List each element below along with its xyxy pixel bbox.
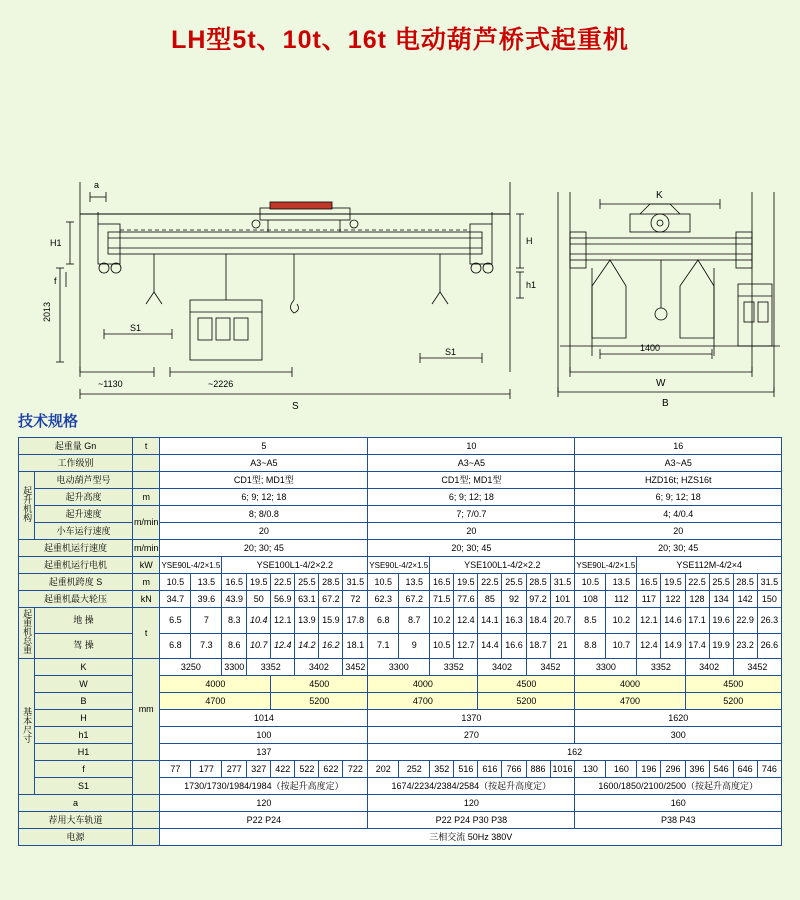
weight-cell: 12.4: [271, 633, 295, 659]
table-row: [19, 829, 782, 846]
wheel-cell: 67.2: [399, 591, 430, 608]
weight-cell: 17.8: [343, 608, 368, 634]
weight-cell: 12.1: [637, 608, 661, 634]
travel-motor-16t-a: YSE90L-4/2×1.5: [575, 557, 637, 574]
table-row: [19, 761, 782, 778]
row-label-capacity: 起重量 Gn: [19, 438, 133, 455]
span-cell: 25.5: [502, 574, 526, 591]
table-row: [19, 795, 782, 812]
page-title: LH型5t、10t、16t 电动葫芦桥式起重机: [171, 26, 629, 54]
span-cell: 16.5: [637, 574, 661, 591]
h1-cell: 100: [160, 727, 368, 744]
weight-cell: 23.2: [733, 633, 757, 659]
K-cell: 3300: [575, 659, 637, 676]
span-cell: 19.5: [661, 574, 685, 591]
capacity-16t: 16: [575, 438, 782, 455]
K-cell: 3352: [430, 659, 478, 676]
label-2013: 2013: [42, 301, 52, 322]
weight-cell: 26.6: [757, 633, 781, 659]
wheel-cell: 63.1: [295, 591, 319, 608]
label-h1: h1: [526, 280, 537, 290]
weight-cell: 19.6: [709, 608, 733, 634]
lift-speed-16t: 4; 4/0.4: [575, 506, 782, 523]
wheel-cell: 97.2: [526, 591, 550, 608]
wheel-cell: 43.9: [222, 591, 247, 608]
H-cell: 1014: [160, 710, 368, 727]
travel-motor-10t-a: YSE90L-4/2×1.5: [368, 557, 430, 574]
wheel-cell: 122: [661, 591, 685, 608]
weight-cell: 12.1: [271, 608, 295, 634]
row-label-crane-speed: 起重机运行速度: [19, 540, 133, 557]
f-cell: 522: [295, 761, 319, 778]
f-cell: 422: [271, 761, 295, 778]
hoist-model-5t: CD1型; MD1型: [160, 472, 368, 489]
wheel-cell: 71.5: [430, 591, 454, 608]
weight-cell: 14.6: [661, 608, 685, 634]
wheel-cell: 77.6: [454, 591, 478, 608]
wheel-cell: 108: [575, 591, 606, 608]
crane-speed-5t: 20; 30; 45: [160, 540, 368, 557]
K-cell: 3452: [343, 659, 368, 676]
duty-16t: A3~A5: [575, 455, 782, 472]
f-cell: 886: [526, 761, 550, 778]
weight-cell: 8.7: [399, 608, 430, 634]
label-S1-left: S1: [130, 323, 142, 333]
B-cell: 4700: [160, 693, 271, 710]
rail-cell: P22 P24 P30 P38: [368, 812, 575, 829]
lift-height-16t: 6; 9; 12; 18: [575, 489, 782, 506]
H1-cell: 162: [368, 744, 782, 761]
label-W: W: [656, 378, 666, 389]
label-B: B: [662, 398, 669, 409]
span-cell: 13.5: [399, 574, 430, 591]
group-label-basic-dims: 基本尺寸: [19, 659, 35, 795]
span-cell: 10.5: [368, 574, 399, 591]
a-cell: 120: [368, 795, 575, 812]
W-cell: 4000: [368, 676, 478, 693]
trolley-speed-16t: 20: [575, 523, 782, 540]
span-cell: 28.5: [733, 574, 757, 591]
wheel-cell: 92: [502, 591, 526, 608]
table-row: [19, 540, 782, 557]
weight-cell: 26.3: [757, 608, 781, 634]
f-cell: 396: [685, 761, 709, 778]
weight-cell: 18.4: [526, 608, 550, 634]
weight-cell: 7: [191, 608, 222, 634]
weight-cell: 16.3: [502, 608, 526, 634]
span-cell: 13.5: [606, 574, 637, 591]
unit-basic-dims: mm: [132, 659, 160, 761]
row-label-K: K: [35, 659, 133, 676]
row-label-H: H: [35, 710, 133, 727]
H-cell: 1370: [368, 710, 575, 727]
f-cell: 252: [399, 761, 430, 778]
K-cell: 3352: [637, 659, 685, 676]
wheel-cell: 39.6: [191, 591, 222, 608]
unit-crane-speed: m/min: [132, 540, 160, 557]
span-cell: 19.5: [454, 574, 478, 591]
weight-cell: 21: [550, 633, 575, 659]
wheel-cell: 56.9: [271, 591, 295, 608]
travel-motor-5t-a: YSE90L-4/2×1.5: [160, 557, 222, 574]
table-row: [19, 472, 782, 489]
row-label-span: 起重机跨度 S: [19, 574, 133, 591]
K-cell: 3250: [160, 659, 222, 676]
wheel-cell: 112: [606, 591, 637, 608]
wheel-cell: 142: [733, 591, 757, 608]
lift-height-5t: 6; 9; 12; 18: [160, 489, 368, 506]
S1-cell: 1600/1850/2100/2500（按起升高度定）: [575, 778, 782, 795]
W-cell: 4500: [271, 676, 368, 693]
wheel-cell: 50: [247, 591, 271, 608]
weight-cell: 8.8: [575, 633, 606, 659]
label-H: H: [526, 236, 533, 246]
unit-rail: [132, 812, 160, 829]
row-label-cab-control: 驾 操: [35, 633, 133, 659]
hoist-model-10t: CD1型; MD1型: [368, 472, 575, 489]
h1-cell: 270: [368, 727, 575, 744]
weight-cell: 7.3: [191, 633, 222, 659]
wheel-cell: 150: [757, 591, 781, 608]
a-cell: 160: [575, 795, 782, 812]
row-label-H1: H1: [35, 744, 133, 761]
K-cell: 3402: [295, 659, 343, 676]
weight-cell: 22.9: [733, 608, 757, 634]
K-cell: 3300: [368, 659, 430, 676]
lift-speed-10t: 7; 7/0.7: [368, 506, 575, 523]
table-row: [19, 557, 782, 574]
table-row: [19, 591, 782, 608]
f-cell: 196: [637, 761, 661, 778]
span-cell: 22.5: [478, 574, 502, 591]
a-cell: 120: [160, 795, 368, 812]
unit-capacity: t: [132, 438, 160, 455]
travel-motor-10t-b: YSE100L1-4/2×2.2: [430, 557, 575, 574]
unit-f: [132, 761, 160, 795]
label-H1: H1: [50, 238, 62, 248]
weight-cell: 8.5: [575, 608, 606, 634]
row-label-trolley-speed: 小车运行速度: [35, 523, 133, 540]
f-cell: 646: [733, 761, 757, 778]
weight-cell: 14.1: [478, 608, 502, 634]
B-cell: 5200: [271, 693, 368, 710]
weight-cell: 17.1: [685, 608, 709, 634]
hoist-model-16t: HZD16t; HZS16t: [575, 472, 782, 489]
S1-cell: 1674/2234/2384/2584（按起升高度定）: [368, 778, 575, 795]
crane-speed-10t: 20; 30; 45: [368, 540, 575, 557]
weight-cell: 8.6: [222, 633, 247, 659]
weight-cell: 7.1: [368, 633, 399, 659]
K-cell: 3452: [526, 659, 575, 676]
span-cell: 28.5: [526, 574, 550, 591]
f-cell: 722: [343, 761, 368, 778]
weight-cell: 10.7: [606, 633, 637, 659]
weight-cell: 14.2: [295, 633, 319, 659]
f-cell: 746: [757, 761, 781, 778]
weight-cell: 10.2: [606, 608, 637, 634]
weight-cell: 16.6: [502, 633, 526, 659]
span-cell: 25.5: [709, 574, 733, 591]
label-K: K: [656, 190, 663, 201]
unit-power: [132, 829, 160, 846]
B-cell: 4700: [368, 693, 478, 710]
span-cell: 31.5: [757, 574, 781, 591]
f-cell: 616: [478, 761, 502, 778]
lift-height-10t: 6; 9; 12; 18: [368, 489, 575, 506]
unit-wheel-load: kN: [132, 591, 160, 608]
label-S1-right: S1: [445, 347, 457, 357]
row-label-S1: S1: [35, 778, 133, 795]
trolley-speed-5t: 20: [160, 523, 368, 540]
weight-cell: 8.3: [222, 608, 247, 634]
span-cell: 19.5: [247, 574, 271, 591]
f-cell: 1016: [550, 761, 575, 778]
table-row: [19, 608, 782, 634]
K-cell: 3402: [685, 659, 733, 676]
table-row: [19, 812, 782, 829]
h1-cell: 300: [575, 727, 782, 744]
wheel-cell: 134: [709, 591, 733, 608]
rail-cell: P22 P24: [160, 812, 368, 829]
row-label-wheel-load: 起重机最大轮压: [19, 591, 133, 608]
span-cell: 10.5: [575, 574, 606, 591]
W-cell: 4000: [575, 676, 685, 693]
weight-cell: 18.7: [526, 633, 550, 659]
unit-travel-motor: kW: [132, 557, 160, 574]
spec-table: [18, 437, 782, 846]
unit-hoist-model: [132, 472, 160, 489]
unit-lift-height: m: [132, 489, 160, 506]
f-cell: 277: [222, 761, 247, 778]
H1-cell: 137: [160, 744, 368, 761]
trolley-speed-10t: 20: [368, 523, 575, 540]
W-cell: 4000: [160, 676, 271, 693]
f-cell: 160: [606, 761, 637, 778]
unit-span: m: [132, 574, 160, 591]
f-cell: 622: [319, 761, 343, 778]
f-cell: 77: [160, 761, 191, 778]
span-cell: 28.5: [319, 574, 343, 591]
wheel-cell: 72: [343, 591, 368, 608]
table-row: [19, 659, 782, 676]
f-cell: 130: [575, 761, 606, 778]
weight-cell: 6.8: [368, 608, 399, 634]
f-cell: 516: [454, 761, 478, 778]
row-label-B: B: [35, 693, 133, 710]
weight-cell: 15.9: [319, 608, 343, 634]
weight-cell: 14.4: [478, 633, 502, 659]
weight-cell: 10.5: [430, 633, 454, 659]
wheel-cell: 128: [685, 591, 709, 608]
section-title: 技术规格: [18, 413, 79, 430]
span-cell: 31.5: [343, 574, 368, 591]
weight-cell: 12.4: [454, 608, 478, 634]
side-elevation-drawing: [20, 72, 540, 412]
span-cell: 16.5: [430, 574, 454, 591]
span-cell: 13.5: [191, 574, 222, 591]
travel-motor-5t-b: YSE100L1-4/2×2.2: [222, 557, 368, 574]
row-label-lift-height: 起升高度: [35, 489, 133, 506]
label-1130: ~1130: [98, 379, 123, 389]
span-cell: 10.5: [160, 574, 191, 591]
row-label-lift-speed: 起升速度: [35, 506, 133, 523]
lift-speed-5t: 8; 8/0.8: [160, 506, 368, 523]
row-label-a: a: [19, 795, 133, 812]
f-cell: 296: [661, 761, 685, 778]
end-elevation-drawing: [540, 72, 790, 409]
wheel-cell: 67.2: [319, 591, 343, 608]
label-S: S: [292, 401, 299, 412]
weight-cell: 18.1: [343, 633, 368, 659]
table-row: [19, 506, 782, 523]
wheel-cell: 85: [478, 591, 502, 608]
drawings-area: [0, 72, 800, 412]
row-label-f: f: [35, 761, 133, 778]
unit-total-weight: t: [132, 608, 160, 659]
span-cell: 16.5: [222, 574, 247, 591]
weight-cell: 10.2: [430, 608, 454, 634]
weight-cell: 13.9: [295, 608, 319, 634]
wheel-cell: 62.3: [368, 591, 399, 608]
weight-cell: 6.8: [160, 633, 191, 659]
group-label-total-weight: 起重机总重: [19, 608, 35, 659]
row-label-travel-motor: 起重机运行电机: [19, 557, 133, 574]
W-cell: 4500: [478, 676, 575, 693]
wheel-cell: 34.7: [160, 591, 191, 608]
K-cell: 3402: [478, 659, 526, 676]
weight-cell: 19.9: [709, 633, 733, 659]
f-cell: 766: [502, 761, 526, 778]
weight-cell: 14.9: [661, 633, 685, 659]
row-label-ground-control: 地 操: [35, 608, 133, 634]
capacity-5t: 5: [160, 438, 368, 455]
unit-speed: m/min: [132, 506, 160, 540]
row-label-rail: 荐用大车轨道: [19, 812, 133, 829]
span-cell: 25.5: [295, 574, 319, 591]
label-f: f: [54, 276, 57, 286]
weight-cell: 6.5: [160, 608, 191, 634]
weight-cell: 20.7: [550, 608, 575, 634]
duty-5t: A3~A5: [160, 455, 368, 472]
span-cell: 22.5: [271, 574, 295, 591]
wheel-cell: 101: [550, 591, 575, 608]
weight-cell: 9: [399, 633, 430, 659]
weight-cell: 12.7: [454, 633, 478, 659]
f-cell: 202: [368, 761, 399, 778]
table-row: [19, 489, 782, 506]
K-cell: 3352: [247, 659, 295, 676]
table-row: [19, 455, 782, 472]
f-cell: 177: [191, 761, 222, 778]
f-cell: 546: [709, 761, 733, 778]
S1-cell: 1730/1730/1984/1984（按起升高度定）: [160, 778, 368, 795]
B-cell: 5200: [685, 693, 782, 710]
f-cell: 352: [430, 761, 454, 778]
group-label-hoist: 起升机构: [19, 472, 35, 540]
K-cell: 3300: [222, 659, 247, 676]
weight-cell: 12.4: [637, 633, 661, 659]
rail-cell: P38 P43: [575, 812, 782, 829]
crane-speed-16t: 20; 30; 45: [575, 540, 782, 557]
table-row: [19, 574, 782, 591]
B-cell: 4700: [575, 693, 685, 710]
row-label-W: W: [35, 676, 133, 693]
span-cell: 31.5: [550, 574, 575, 591]
unit-duty: [132, 455, 160, 472]
f-cell: 327: [247, 761, 271, 778]
label-a: a: [94, 180, 100, 190]
power-cell: 三相交流 50Hz 380V: [160, 829, 782, 846]
label-2226: ~2226: [208, 379, 234, 389]
capacity-10t: 10: [368, 438, 575, 455]
row-label-power: 电源: [19, 829, 133, 846]
row-label-hoist-model: 电动葫芦型号: [35, 472, 133, 489]
row-label-h1: h1: [35, 727, 133, 744]
row-label-duty: 工作级别: [19, 455, 133, 472]
B-cell: 5200: [478, 693, 575, 710]
H-cell: 1620: [575, 710, 782, 727]
table-row: [19, 438, 782, 455]
wheel-cell: 117: [637, 591, 661, 608]
unit-a: [132, 795, 160, 812]
weight-cell: 16.2: [319, 633, 343, 659]
weight-cell: 10.4: [247, 608, 271, 634]
weight-cell: 10.7: [247, 633, 271, 659]
duty-10t: A3~A5: [368, 455, 575, 472]
travel-motor-16t-b: YSE112M-4/2×4: [637, 557, 782, 574]
W-cell: 4500: [685, 676, 782, 693]
weight-cell: 17.4: [685, 633, 709, 659]
label-1400: 1400: [640, 343, 661, 353]
K-cell: 3452: [733, 659, 781, 676]
span-cell: 22.5: [685, 574, 709, 591]
